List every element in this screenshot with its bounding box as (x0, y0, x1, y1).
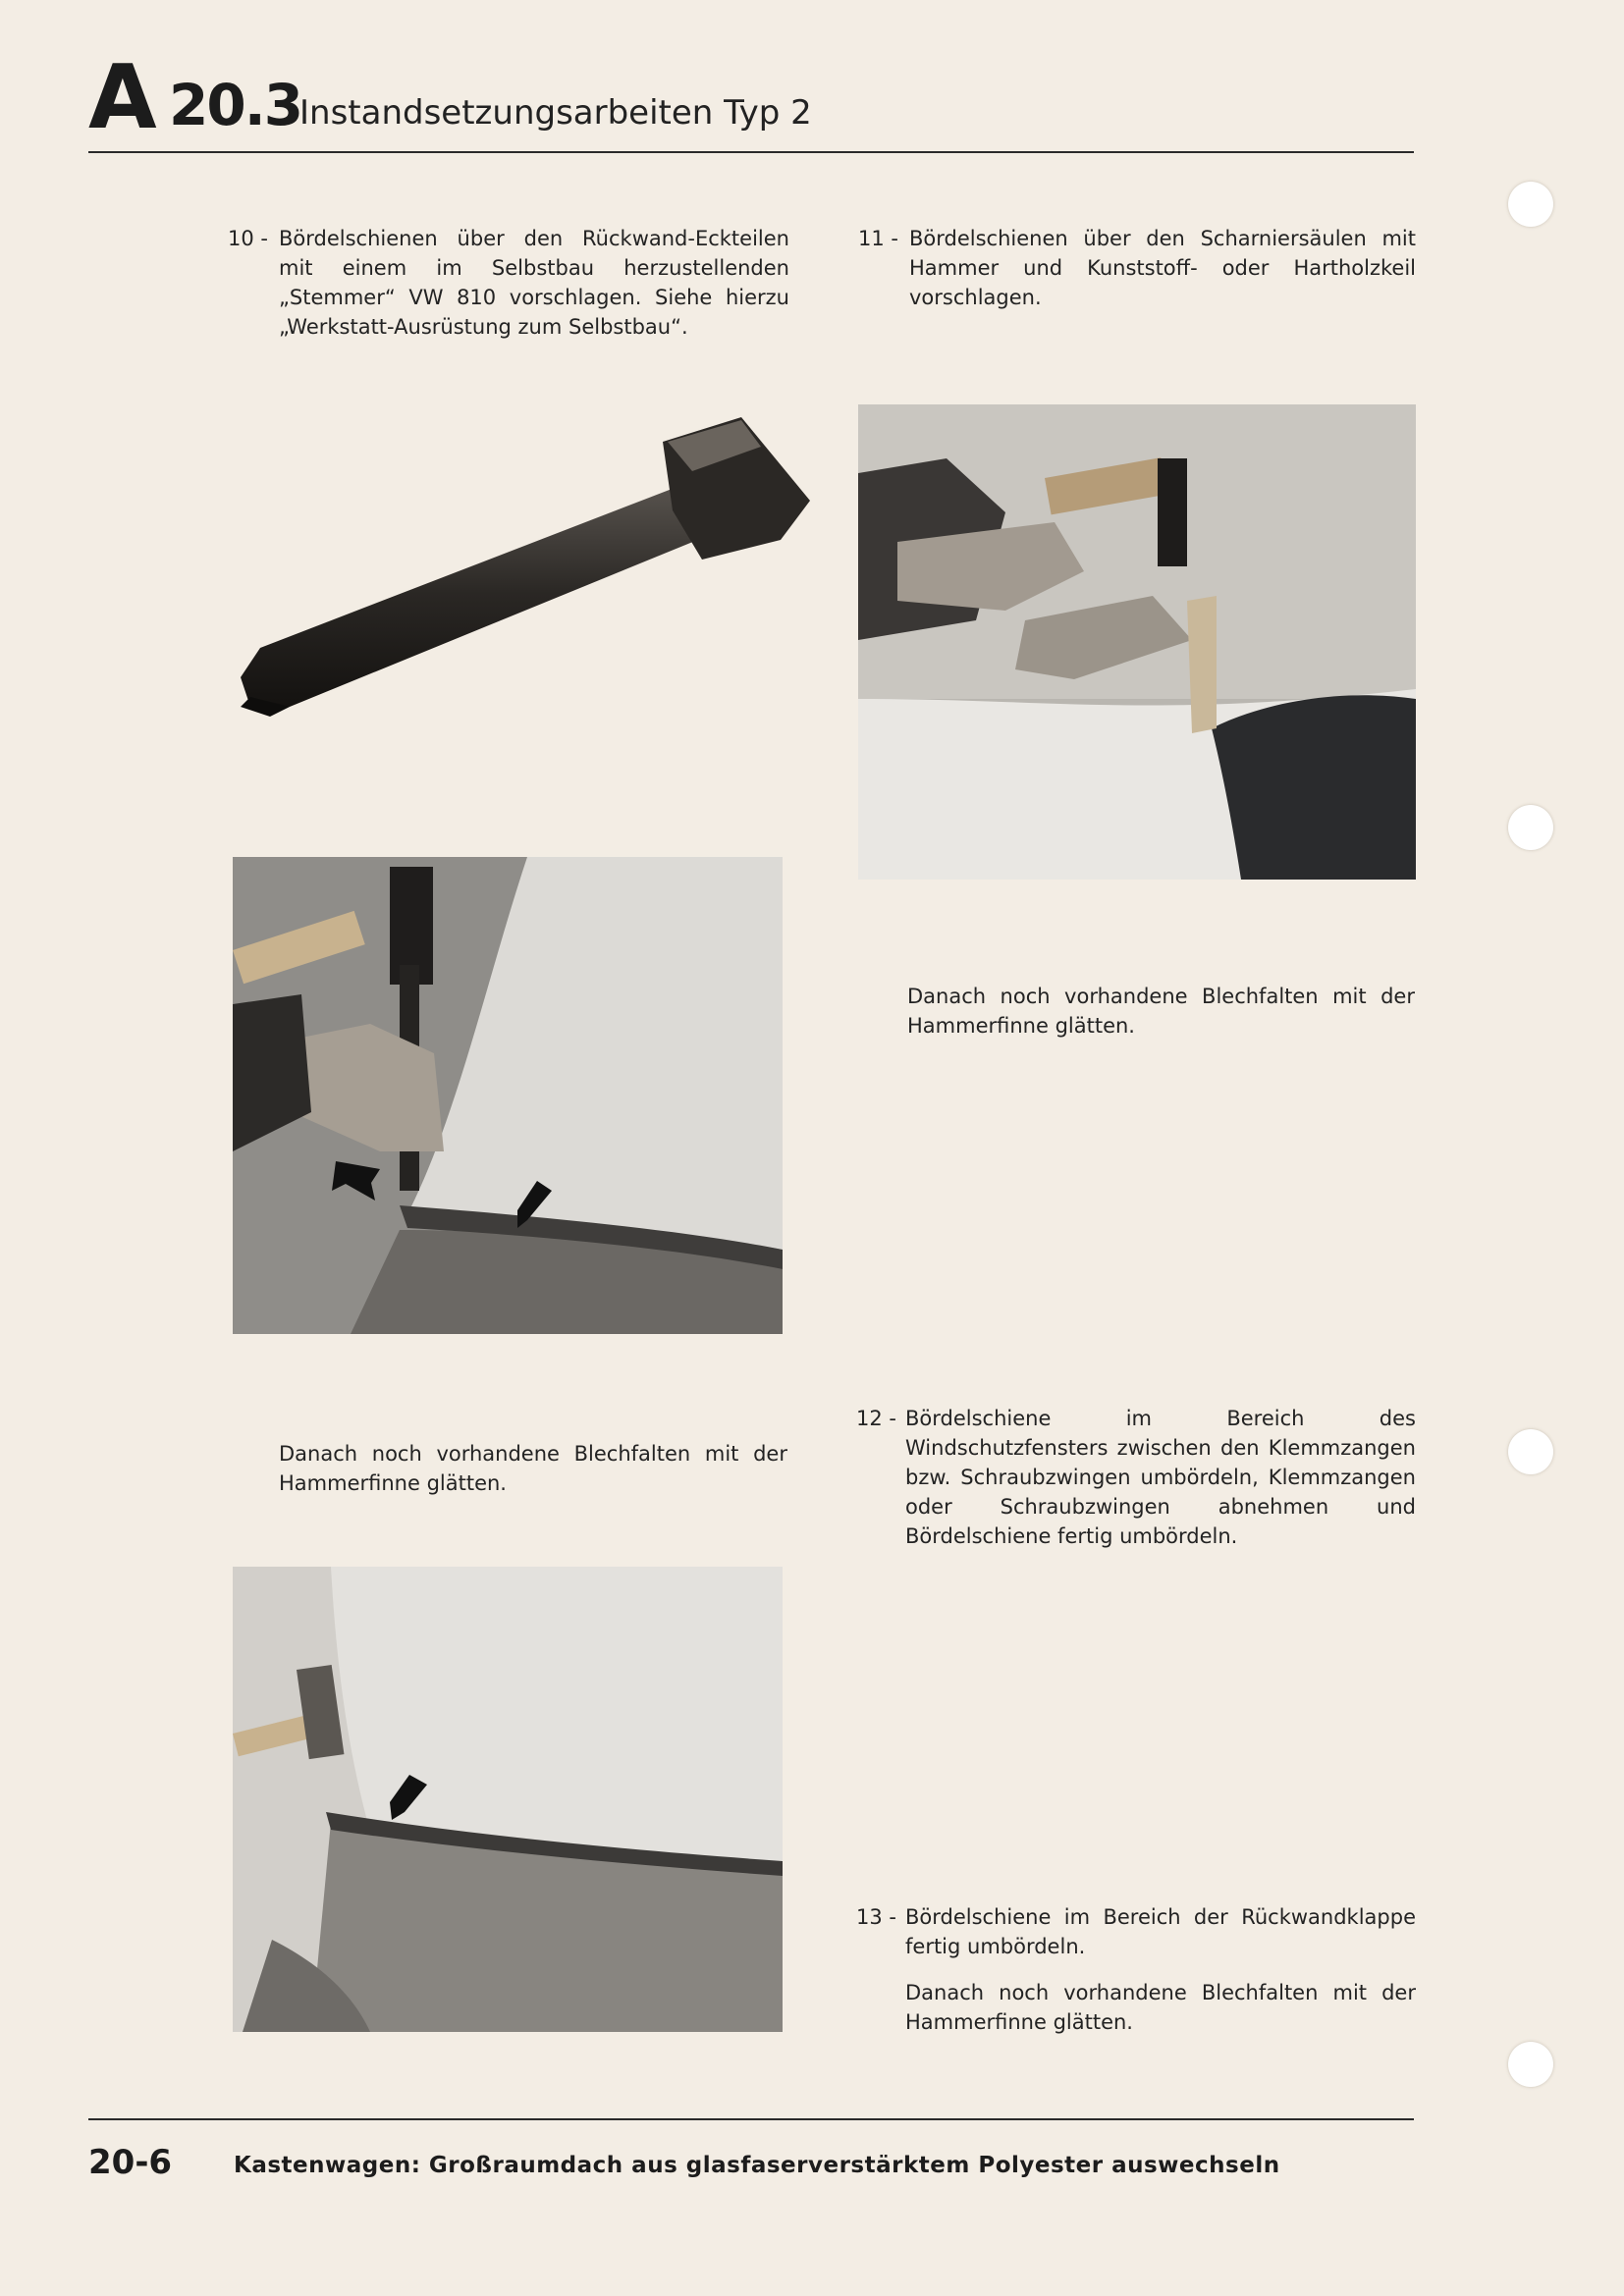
hammer-wedge-photo (858, 404, 1416, 880)
footer-title: Kastenwagen: Großraumdach aus glasfaserverstärktem Polyester auswechseln (234, 2153, 1280, 2178)
step-10 (228, 224, 789, 342)
rueckwandklappe-photo (233, 1567, 783, 2032)
caption-text: Danach noch vorhandene Blechfalten mit der Hammerfinne glätten. (905, 1981, 1416, 2034)
punch-hole (1508, 2042, 1553, 2087)
page-title: Instandsetzungsarbeiten Typ 2 (299, 93, 812, 133)
step-text: Bördelschienen über den Rückwand-Eckteilen mit einem im Selbstbau herzustellenden „Stemmer“ VW 810 vorschlagen. Siehe hierzu „Werkstatt-Ausrüstung zum Selbstbau“. (279, 227, 789, 339)
step-13-note (905, 1978, 1416, 2037)
caption-hammerfinne-right (907, 982, 1415, 1041)
step-number: 11 - (858, 227, 898, 250)
step-number: 10 - (228, 227, 268, 250)
corner-stemmer-photo (233, 857, 783, 1334)
step-11 (858, 224, 1416, 312)
punch-hole (1508, 805, 1553, 850)
section-code-letter: A (88, 46, 153, 149)
caption-hammerfinne-left (279, 1439, 787, 1498)
step-13 (856, 1902, 1416, 1961)
rueckwandklappe-image (233, 1567, 783, 2032)
punch-hole (1508, 1429, 1553, 1474)
step-text: Bördelschiene im Bereich der Rückwandklappe fertig umbördeln. (905, 1905, 1416, 1958)
caption-text: Danach noch vorhandene Blechfalten mit der Hammerfinne glätten. (279, 1442, 787, 1495)
stemmer-tool-image (231, 402, 820, 726)
page-header (88, 46, 1414, 152)
step-text: Bördelschiene im Bereich des Windschutzfensters zwischen den Klemmzangen bzw. Schraubzwingen umbördeln, Klemmzangen oder Schraubzwingen abnehmen und Bördelschiene fertig umbördeln. (905, 1407, 1416, 1548)
step-12 (856, 1404, 1416, 1551)
step-number: 13 - (856, 1905, 896, 1929)
step-text: Bördelschienen über den Scharniersäulen mit Hammer und Kunststoff- oder Hartholzkeil vorschlagen. (909, 227, 1416, 309)
header-rule (88, 151, 1414, 153)
step-number: 12 - (856, 1407, 896, 1430)
page-number: 20-6 (88, 2143, 173, 2182)
section-code-number: 20.3 (169, 72, 302, 138)
corner-stemmer-image (233, 857, 783, 1334)
footer-rule (88, 2118, 1414, 2120)
stemmer-tool-photo (231, 402, 820, 726)
hammer-wedge-image (858, 404, 1416, 880)
caption-text: Danach noch vorhandene Blechfalten mit der Hammerfinne glätten. (907, 985, 1415, 1038)
punch-hole (1508, 182, 1553, 227)
